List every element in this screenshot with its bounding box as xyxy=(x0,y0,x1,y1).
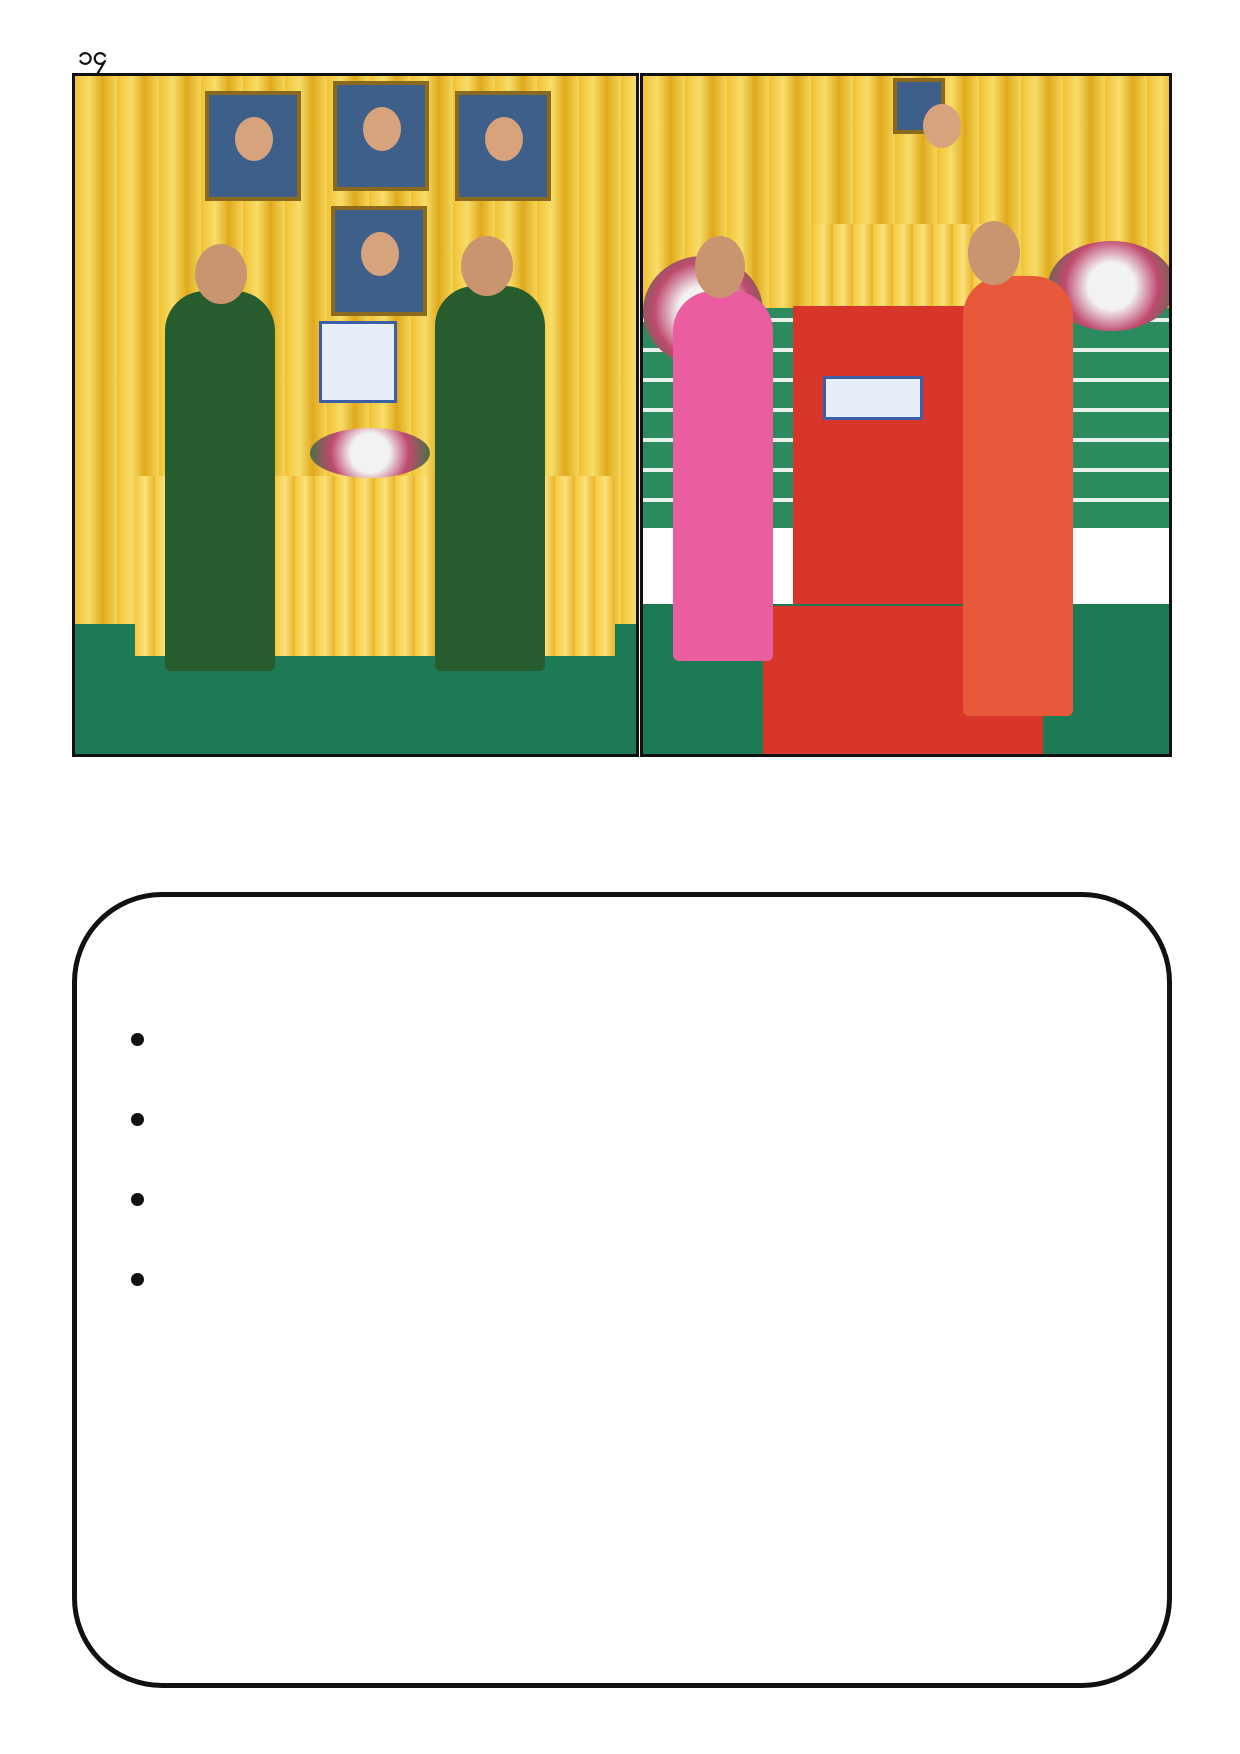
portrait-frame xyxy=(331,206,427,316)
caption-line xyxy=(80,796,1160,826)
photo-caption xyxy=(80,766,1160,826)
bullet-icon xyxy=(131,1033,144,1046)
bullet-icon xyxy=(131,1273,144,1286)
person-head xyxy=(968,221,1020,285)
bullet-icon xyxy=(131,1113,144,1126)
person-head xyxy=(695,236,745,298)
page-number: ၁၄ xyxy=(78,41,108,71)
person-right xyxy=(963,276,1073,716)
gift-certificate xyxy=(319,321,397,403)
person-head xyxy=(461,236,513,296)
person-right-uniform xyxy=(435,286,545,671)
photo-award-ceremony-left xyxy=(72,73,639,757)
portrait-frame xyxy=(205,91,301,201)
portrait-frame xyxy=(893,78,945,134)
bullet-icon xyxy=(131,1193,144,1206)
bullet-item xyxy=(117,1177,1117,1223)
flower-arrangement xyxy=(310,428,430,478)
bullet-list xyxy=(117,1017,1117,1337)
photo-award-ceremony-right xyxy=(640,73,1172,757)
caption-line xyxy=(80,766,1160,796)
portrait-frame xyxy=(333,81,429,191)
bullet-item xyxy=(117,1017,1117,1063)
table-cloth xyxy=(813,224,983,310)
person-head xyxy=(195,244,247,304)
person-left xyxy=(673,291,773,661)
bullet-item xyxy=(117,1257,1117,1303)
person-left-uniform xyxy=(165,291,275,671)
gift-box xyxy=(823,376,923,420)
portrait-frame xyxy=(455,91,551,201)
info-box xyxy=(72,892,1172,1688)
bullet-item xyxy=(117,1097,1117,1143)
